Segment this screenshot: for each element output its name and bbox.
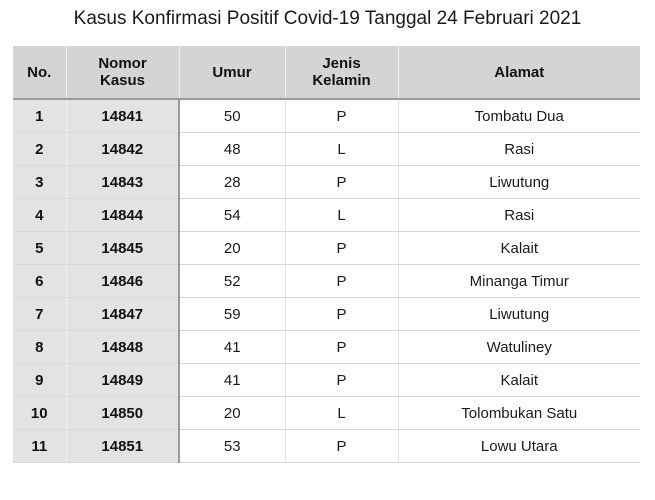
cell-nomor-kasus: 14850 — [66, 397, 179, 430]
cell-nomor-kasus: 14845 — [66, 232, 179, 265]
cell-no: 3 — [13, 166, 66, 199]
cell-alamat: Minanga Timur — [398, 265, 640, 298]
cell-jenis-kelamin: P — [285, 166, 398, 199]
cell-no: 1 — [13, 99, 66, 133]
header-umur: Umur — [179, 46, 285, 99]
cell-umur: 20 — [179, 232, 285, 265]
cell-umur: 20 — [179, 397, 285, 430]
table-row — [13, 99, 640, 133]
cell-no: 6 — [13, 265, 66, 298]
cell-jenis-kelamin: L — [285, 133, 398, 166]
table-row — [13, 364, 640, 397]
cell-jenis-kelamin: P — [285, 364, 398, 397]
cell-no: 9 — [13, 364, 66, 397]
covid-cases-table — [13, 46, 640, 463]
cell-alamat: Kalait — [398, 232, 640, 265]
table-row — [13, 430, 640, 463]
cell-nomor-kasus: 14848 — [66, 331, 179, 364]
cell-umur: 41 — [179, 364, 285, 397]
cell-nomor-kasus: 14851 — [66, 430, 179, 463]
cell-jenis-kelamin: P — [285, 430, 398, 463]
table-row — [13, 331, 640, 364]
header-jenis-kelamin — [285, 46, 398, 99]
table-row — [13, 397, 640, 430]
cell-jenis-kelamin: P — [285, 232, 398, 265]
cell-umur: 50 — [179, 99, 285, 133]
cell-jenis-kelamin: L — [285, 199, 398, 232]
header-jenis-kelamin-line2: Kelamin — [312, 72, 371, 89]
cell-alamat: Liwutung — [398, 166, 640, 199]
table-header-row — [13, 46, 640, 99]
cell-umur: 48 — [179, 133, 285, 166]
cell-umur: 41 — [179, 331, 285, 364]
table-row — [13, 133, 640, 166]
cell-jenis-kelamin: P — [285, 265, 398, 298]
cell-alamat: Tombatu Dua — [398, 99, 640, 133]
cell-jenis-kelamin: P — [285, 99, 398, 133]
header-nomor-kasus-line2: Kasus — [99, 72, 146, 89]
cell-umur: 52 — [179, 265, 285, 298]
table-row — [13, 199, 640, 232]
cell-umur: 28 — [179, 166, 285, 199]
cell-jenis-kelamin: L — [285, 397, 398, 430]
cell-no: 7 — [13, 298, 66, 331]
header-jenis-kelamin-line1: Jenis — [322, 55, 361, 72]
cell-nomor-kasus: 14849 — [66, 364, 179, 397]
cell-no: 2 — [13, 133, 66, 166]
cell-alamat: Liwutung — [398, 298, 640, 331]
cell-alamat: Kalait — [398, 364, 640, 397]
cell-no: 5 — [13, 232, 66, 265]
cell-alamat: Tolombukan Satu — [398, 397, 640, 430]
cell-alamat: Watuliney — [398, 331, 640, 364]
table-row — [13, 166, 640, 199]
cell-alamat: Rasi — [398, 199, 640, 232]
table-row — [13, 265, 640, 298]
table-row — [13, 232, 640, 265]
header-alamat: Alamat — [398, 46, 640, 99]
cell-umur: 53 — [179, 430, 285, 463]
cell-jenis-kelamin: P — [285, 298, 398, 331]
cell-no: 8 — [13, 331, 66, 364]
cell-umur: 59 — [179, 298, 285, 331]
cell-nomor-kasus: 14846 — [66, 265, 179, 298]
page-title: Kasus Konfirmasi Positif Covid-19 Tanggal 24 Februari 2021 — [73, 8, 582, 29]
cell-nomor-kasus: 14844 — [66, 199, 179, 232]
header-nomor-kasus — [66, 46, 179, 99]
header-no: No. — [13, 46, 66, 99]
cell-jenis-kelamin: P — [285, 331, 398, 364]
cell-no: 4 — [13, 199, 66, 232]
cell-alamat: Rasi — [398, 133, 640, 166]
cell-nomor-kasus: 14842 — [66, 133, 179, 166]
cell-alamat: Lowu Utara — [398, 430, 640, 463]
cell-umur: 54 — [179, 199, 285, 232]
cell-nomor-kasus: 14847 — [66, 298, 179, 331]
cell-no: 10 — [13, 397, 66, 430]
cell-nomor-kasus: 14841 — [66, 99, 179, 133]
cell-no: 11 — [13, 430, 66, 463]
cell-nomor-kasus: 14843 — [66, 166, 179, 199]
table-row — [13, 298, 640, 331]
header-nomor-kasus-line1: Nomor — [98, 55, 147, 72]
